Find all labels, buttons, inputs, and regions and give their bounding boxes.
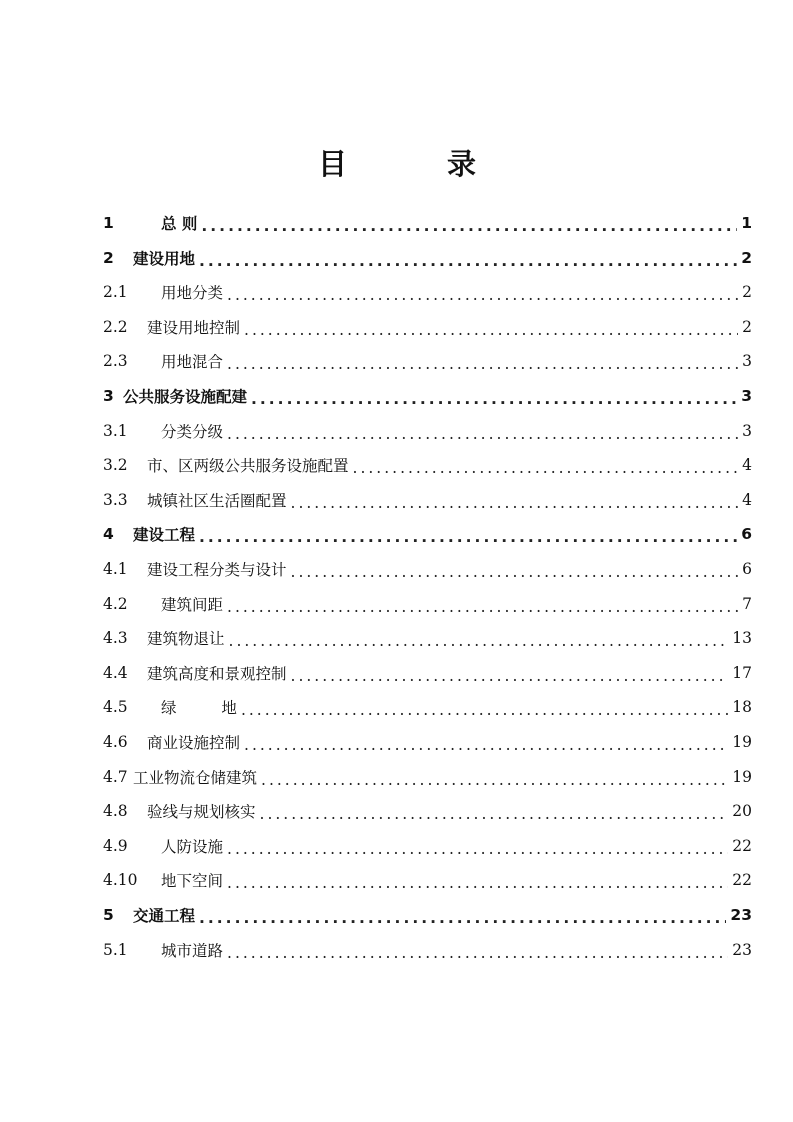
toc-entry-number: 4.6 xyxy=(103,733,128,751)
toc-entry-page: 23 xyxy=(730,906,752,924)
toc-entry-page: 2 xyxy=(742,283,752,301)
toc-entry-number: 3.2 xyxy=(103,456,128,474)
toc-entry-number: 4.9 xyxy=(103,837,128,855)
toc-entry-label: 人防设施 xyxy=(161,838,224,856)
toc-entry-label: 建筑物退让 xyxy=(147,630,225,648)
dot-leader xyxy=(241,701,728,719)
toc-entry-label: 建设工程分类与设计 xyxy=(147,561,287,579)
toc-entry-label: 建筑高度和景观控制 xyxy=(147,665,287,683)
toc-entry-label: 验线与规划核实 xyxy=(147,803,256,821)
toc-entry-4-9[interactable] xyxy=(103,829,752,863)
toc-entry-number: 3.3 xyxy=(103,491,128,509)
dot-leader xyxy=(251,390,737,408)
toc-entry-number: 4.3 xyxy=(103,629,128,647)
toc-entry-number: 4.10 xyxy=(103,871,138,889)
toc-entry-label: 市、区两级公共服务设施配置 xyxy=(147,457,349,475)
toc-entry-number: 2.2 xyxy=(103,318,128,336)
toc-entry-4-2[interactable] xyxy=(103,587,752,621)
toc-entry-page: 19 xyxy=(732,768,752,786)
dot-leader xyxy=(201,217,737,235)
dot-leader xyxy=(229,632,729,650)
toc-entry-number: 2.1 xyxy=(103,283,128,301)
toc-entry-4[interactable] xyxy=(103,517,752,551)
dot-leader xyxy=(244,321,738,339)
toc-entry-4-5[interactable] xyxy=(103,690,752,724)
toc-entry-number: 5 xyxy=(103,906,114,924)
dot-leader xyxy=(227,286,738,304)
toc-entry-page: 20 xyxy=(732,802,752,820)
title-char-right: 录 xyxy=(447,147,477,181)
dot-leader xyxy=(199,252,737,270)
toc-entry-label: 总 则 xyxy=(161,215,198,233)
toc-entry-number: 3 xyxy=(103,387,114,405)
toc-entry-3[interactable] xyxy=(103,379,752,413)
dot-leader xyxy=(199,909,726,927)
toc-entry-number: 2 xyxy=(103,249,114,267)
dot-leader xyxy=(227,840,728,858)
toc-entry-number: 2.3 xyxy=(103,352,128,370)
toc-entry-page: 6 xyxy=(741,525,752,543)
toc-entry-number: 4.7 xyxy=(103,768,128,786)
toc-entry-4-8[interactable] xyxy=(103,794,752,828)
toc-entry-label: 用地混合 xyxy=(161,353,224,371)
toc-entry-2-3[interactable] xyxy=(103,344,752,378)
toc-entry-number: 5.1 xyxy=(103,941,128,959)
toc-entry-number: 4.1 xyxy=(103,560,128,578)
dot-leader xyxy=(227,874,728,892)
toc-entry-number: 1 xyxy=(103,214,114,232)
toc-entry-number: 4.5 xyxy=(103,698,128,716)
toc-entry-label: 公共服务设施配建 xyxy=(123,388,248,406)
dot-leader xyxy=(227,598,738,616)
toc-entry-label: 建筑间距 xyxy=(161,596,224,614)
dot-leader xyxy=(199,528,737,546)
toc-entry-page: 17 xyxy=(732,664,752,682)
toc-entry-number: 4.8 xyxy=(103,802,128,820)
toc-entry-page: 3 xyxy=(741,387,752,405)
dot-leader xyxy=(291,667,729,685)
toc-entry-label: 交通工程 xyxy=(133,907,196,925)
toc-entry-number: 4.4 xyxy=(103,664,128,682)
toc-entry-4-4[interactable] xyxy=(103,656,752,690)
toc-entry-page: 23 xyxy=(732,941,752,959)
toc-entry-page: 2 xyxy=(741,249,752,267)
toc-entry-number: 4 xyxy=(103,525,114,543)
toc-entry-page: 4 xyxy=(742,491,752,509)
dot-leader xyxy=(353,459,739,477)
dot-leader xyxy=(227,425,738,443)
dot-leader xyxy=(261,771,728,789)
toc-entry-label: 商业设施控制 xyxy=(147,734,241,752)
toc-entry-label: 分类分级 xyxy=(161,423,224,441)
dot-leader xyxy=(227,355,738,373)
toc-entry-number: 3.1 xyxy=(103,422,128,440)
toc-entry-4-3[interactable] xyxy=(103,621,752,655)
toc-entry-page: 3 xyxy=(742,422,752,440)
toc-entry-page: 6 xyxy=(742,560,752,578)
toc-entry-page: 22 xyxy=(732,837,752,855)
toc-entry-page: 13 xyxy=(732,629,752,647)
toc-entry-page: 2 xyxy=(742,318,752,336)
toc-entry-page: 4 xyxy=(742,456,752,474)
toc-entry-label: 建设用地控制 xyxy=(147,319,241,337)
toc-entry-2-2[interactable] xyxy=(103,310,752,344)
dot-leader xyxy=(291,563,739,581)
toc-entry-3-2[interactable] xyxy=(103,448,752,482)
toc-entry-2[interactable] xyxy=(103,241,752,275)
toc-entry-page: 19 xyxy=(732,733,752,751)
title-char-left: 目 xyxy=(318,147,348,181)
dot-leader xyxy=(260,805,729,823)
toc-entry-page: 1 xyxy=(741,214,752,232)
toc-entry-2-1[interactable] xyxy=(103,275,752,309)
dot-leader xyxy=(227,944,728,962)
toc-entry-4-7[interactable] xyxy=(103,760,752,794)
toc-entry-4-6[interactable] xyxy=(103,725,752,759)
toc-entry-label: 地下空间 xyxy=(161,872,224,890)
toc-entry-label: 建设工程 xyxy=(133,526,196,544)
toc-entry-3-1[interactable] xyxy=(103,414,752,448)
page-title xyxy=(0,142,793,182)
toc-entry-label: 建设用地 xyxy=(133,250,196,268)
toc-entry-4-10[interactable] xyxy=(103,863,752,897)
toc-entry-page: 22 xyxy=(732,871,752,889)
toc-entry-4-1[interactable] xyxy=(103,552,752,586)
toc-entry-5[interactable] xyxy=(103,898,752,932)
toc-entry-label: 城市道路 xyxy=(161,942,224,960)
toc-entry-5-1[interactable] xyxy=(103,933,752,967)
toc-entry-page: 3 xyxy=(742,352,752,370)
toc-entry-page: 7 xyxy=(742,595,752,613)
toc-entry-label: 城镇社区生活圈配置 xyxy=(147,492,287,510)
toc-entry-label: 绿 地 xyxy=(161,699,237,717)
dot-leader xyxy=(291,494,739,512)
dot-leader xyxy=(244,736,728,754)
toc-entry-number: 4.2 xyxy=(103,595,128,613)
toc-entry-3-3[interactable] xyxy=(103,483,752,517)
toc-entry-page: 18 xyxy=(732,698,752,716)
toc-entry-1[interactable] xyxy=(103,206,752,240)
toc-entry-label: 工业物流仓储建筑 xyxy=(133,769,258,787)
toc-entry-label: 用地分类 xyxy=(161,284,224,302)
